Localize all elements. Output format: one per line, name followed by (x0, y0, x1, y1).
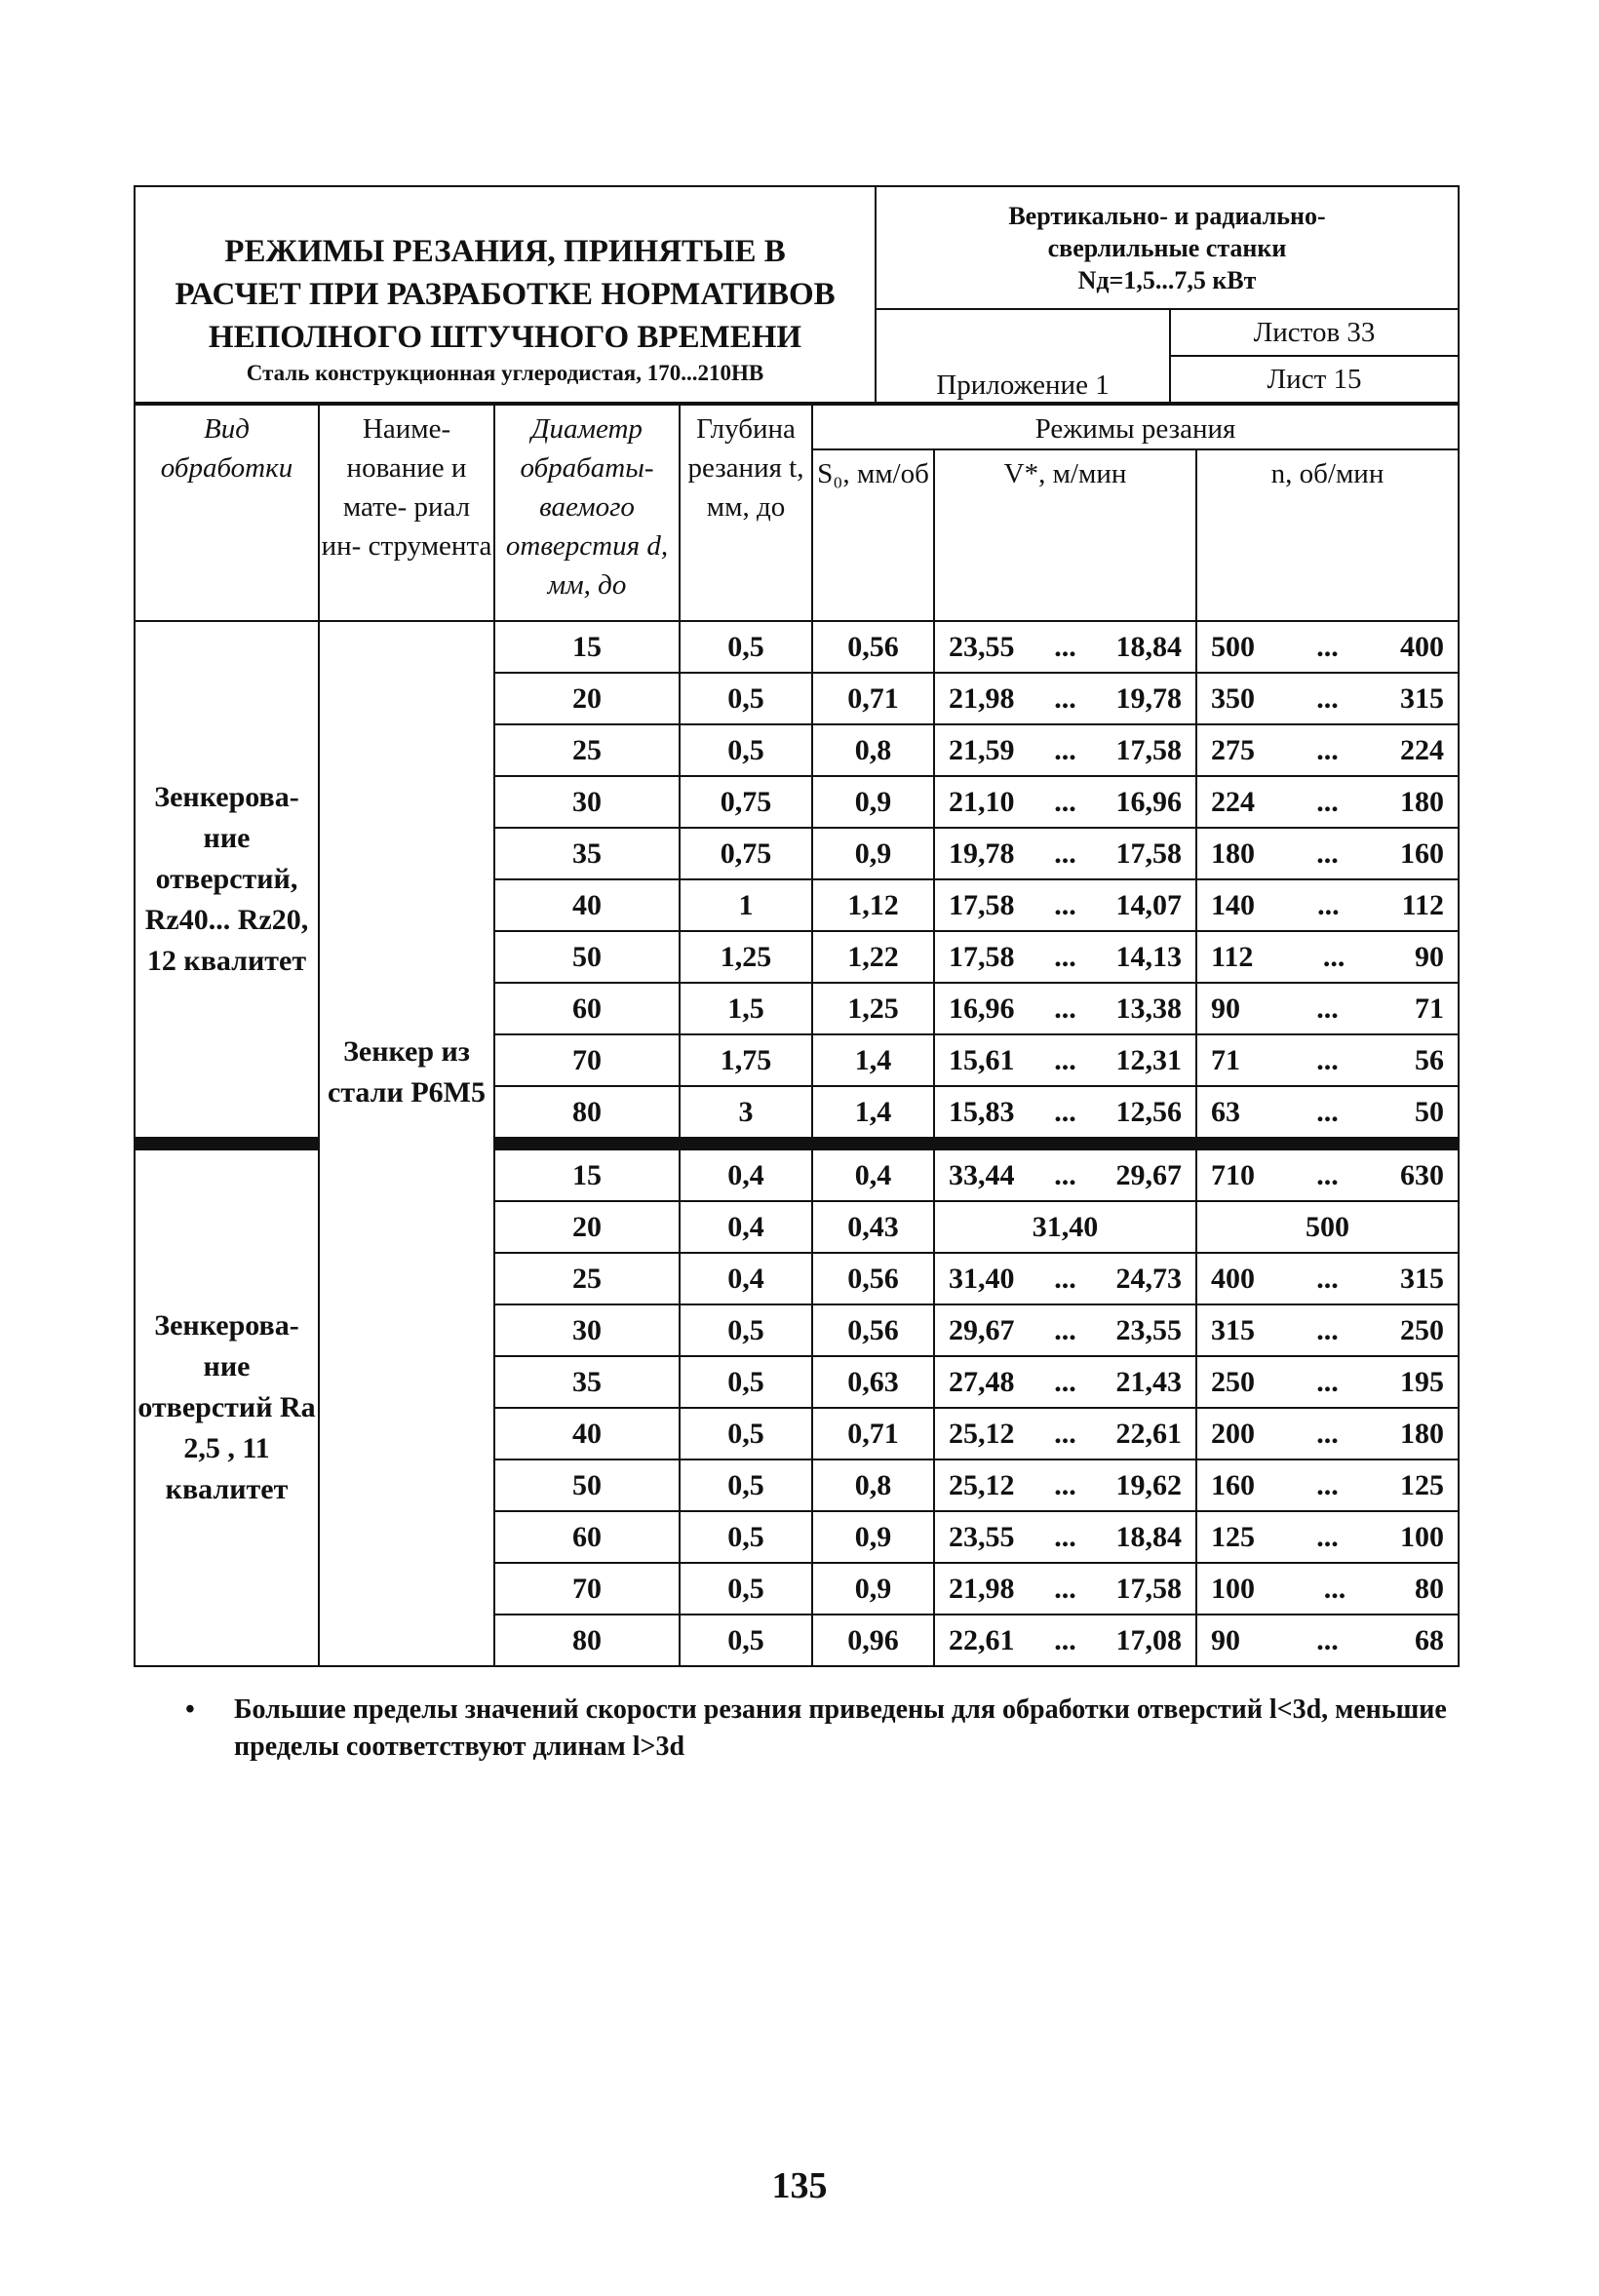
diameter-cell: 20 (494, 673, 680, 724)
speed-min: 12,31 (1115, 1043, 1182, 1076)
diameter-cell: 25 (494, 1253, 680, 1304)
document-title (136, 201, 875, 359)
feed-cell: 0,4 (812, 1149, 934, 1201)
range-dots: ... (1054, 940, 1076, 973)
separator-cell (494, 1138, 1459, 1149)
speed-cell (934, 931, 1196, 983)
range-dots: ... (1316, 1313, 1339, 1346)
feed-cell: 0,56 (812, 1304, 934, 1356)
rpm-min: 195 (1400, 1365, 1444, 1398)
speed-min: 22,61 (1115, 1417, 1182, 1450)
speed-max: 25,12 (949, 1417, 1015, 1450)
appendix-cell (876, 309, 1170, 403)
rpm-min: 224 (1400, 733, 1444, 766)
machines-line-1: Вертикально- и радиально- (1008, 201, 1326, 230)
range-dots: ... (1316, 837, 1339, 870)
depth-cell: 0,5 (680, 1511, 812, 1563)
depth-cell: 1 (680, 879, 812, 931)
rpm-max: 71 (1211, 1043, 1240, 1076)
rpm-cell (1196, 1615, 1459, 1666)
feed-cell: 0,9 (812, 776, 934, 828)
range-dots: ... (1316, 681, 1339, 715)
rpm-cell (1196, 828, 1459, 879)
range-dots: ... (1054, 1095, 1076, 1128)
range-dots: ... (1316, 1262, 1339, 1295)
sheet-number: Лист 15 (1170, 356, 1459, 403)
material-subtitle: Сталь конструкционная углеродистая, 170...210НВ (246, 361, 764, 385)
range-dots: ... (1054, 1520, 1076, 1553)
feed-cell: 0,9 (812, 828, 934, 879)
speed-cell (934, 1149, 1196, 1201)
diameter-cell: 80 (494, 1086, 680, 1138)
range-dots: ... (1054, 888, 1076, 921)
depth-cell: 0,5 (680, 1459, 812, 1511)
speed-cell (934, 983, 1196, 1034)
rpm-max: 140 (1211, 888, 1255, 921)
speed-cell (934, 1459, 1196, 1511)
title-line-1: РЕЖИМЫ РЕЗАНИЯ, ПРИНЯТЫЕ В (224, 234, 786, 269)
rpm-cell (1196, 1408, 1459, 1459)
speed-max: 21,98 (949, 1572, 1015, 1605)
col-diameter: Диаметр обрабаты- ваемого отверстия d, мм, до (494, 405, 680, 621)
speed-cell (934, 1253, 1196, 1304)
speed-cell (934, 879, 1196, 931)
speed-cell (934, 1563, 1196, 1615)
rpm-min: 80 (1415, 1572, 1444, 1605)
range-dots: ... (1054, 1468, 1076, 1501)
rpm-min: 180 (1400, 1417, 1444, 1450)
machines-line-2: сверлильные станки (1047, 233, 1287, 262)
speed-min: 13,38 (1115, 992, 1182, 1025)
col-speed: V*, м/мин (934, 449, 1196, 621)
diameter-cell: 30 (494, 776, 680, 828)
depth-cell: 0,5 (680, 1563, 812, 1615)
range-dots: ... (1054, 785, 1076, 818)
rpm-max: 90 (1211, 992, 1240, 1025)
speed-cell (934, 828, 1196, 879)
speed-min: 29,67 (1115, 1158, 1182, 1191)
rpm-cell (1196, 1086, 1459, 1138)
speed-min: 12,56 (1115, 1095, 1182, 1128)
depth-cell: 0,5 (680, 673, 812, 724)
speed-min: 17,58 (1115, 733, 1182, 766)
footnote-text: Большие пределы значений скорости резания приведены для обработки отверстий l<3d, меньшие пределы соответствуют длинам l>3d (234, 1694, 1447, 1762)
col-modes: Режимы резания (812, 405, 1459, 449)
rpm-cell: 500 (1196, 1201, 1459, 1253)
rpm-max: 400 (1211, 1262, 1255, 1295)
machines-line-3: Nд=1,5...7,5 кВт (1077, 265, 1257, 294)
range-dots: ... (1316, 630, 1339, 663)
range-dots: ... (1054, 681, 1076, 715)
rpm-max: 112 (1211, 940, 1254, 973)
feed-cell: 0,9 (812, 1563, 934, 1615)
rpm-min: 56 (1415, 1043, 1444, 1076)
diameter-cell: 40 (494, 879, 680, 931)
speed-min: 21,43 (1115, 1365, 1182, 1398)
speed-min: 24,73 (1115, 1262, 1182, 1295)
speed-max: 33,44 (949, 1158, 1015, 1191)
depth-cell: 1,75 (680, 1034, 812, 1086)
rpm-min: 315 (1400, 1262, 1444, 1295)
speed-min: 16,96 (1115, 785, 1182, 818)
speed-cell (934, 621, 1196, 673)
rpm-max: 250 (1211, 1365, 1255, 1398)
table-row (135, 621, 1459, 673)
rpm-min: 68 (1415, 1623, 1444, 1656)
rpm-min: 180 (1400, 785, 1444, 818)
diameter-cell: 40 (494, 1408, 680, 1459)
tool-cell: Зенкер из стали Р6М5 (319, 621, 494, 1666)
range-dots: ... (1316, 1623, 1339, 1656)
rpm-cell (1196, 673, 1459, 724)
speed-max: 29,67 (949, 1313, 1015, 1346)
rpm-max: 350 (1211, 681, 1255, 715)
speed-cell (934, 776, 1196, 828)
appendix-label: Приложение 1 (936, 370, 1110, 401)
range-dots: ... (1054, 1158, 1076, 1191)
rpm-cell (1196, 1304, 1459, 1356)
cutting-modes-table (134, 404, 1460, 1667)
depth-cell: 0,5 (680, 1615, 812, 1666)
speed-max: 17,58 (949, 940, 1015, 973)
range-dots: ... (1316, 1095, 1339, 1128)
rpm-max: 125 (1211, 1520, 1255, 1553)
range-dots: ... (1316, 785, 1339, 818)
rpm-min: 250 (1400, 1313, 1444, 1346)
sheets-total: Листов 33 (1170, 309, 1459, 356)
feed-cell: 0,56 (812, 621, 934, 673)
feed-cell: 0,8 (812, 1459, 934, 1511)
speed-max: 27,48 (949, 1365, 1015, 1398)
footnote-bullet: • (185, 1694, 195, 1725)
diameter-cell: 35 (494, 1356, 680, 1408)
rpm-cell (1196, 931, 1459, 983)
diameter-cell: 50 (494, 1459, 680, 1511)
diameter-cell: 25 (494, 724, 680, 776)
speed-min: 23,55 (1115, 1313, 1182, 1346)
speed-cell (934, 673, 1196, 724)
rpm-min: 125 (1400, 1468, 1444, 1501)
rpm-min: 630 (1400, 1158, 1444, 1191)
rpm-min: 400 (1400, 630, 1444, 663)
diameter-cell: 30 (494, 1304, 680, 1356)
kind-cell: Зенкерова- ние отверстий Ra 2,5 , 11 квалитет (135, 1149, 319, 1666)
speed-cell (934, 1408, 1196, 1459)
depth-cell: 0,5 (680, 1304, 812, 1356)
speed-max: 21,10 (949, 785, 1015, 818)
depth-cell: 1,25 (680, 931, 812, 983)
rpm-max: 63 (1211, 1095, 1240, 1128)
diameter-cell: 20 (494, 1201, 680, 1253)
speed-min: 17,58 (1115, 837, 1182, 870)
diameter-cell: 15 (494, 621, 680, 673)
rpm-cell (1196, 1356, 1459, 1408)
col-rpm: n, об/мин (1196, 449, 1459, 621)
table-body (135, 621, 1459, 1666)
speed-max: 21,98 (949, 681, 1015, 715)
range-dots: ... (1316, 1520, 1339, 1553)
diameter-cell: 80 (494, 1615, 680, 1666)
rpm-min: 160 (1400, 837, 1444, 870)
range-dots: ... (1316, 1043, 1339, 1076)
diameter-cell: 60 (494, 1511, 680, 1563)
range-dots: ... (1316, 1417, 1339, 1450)
rpm-cell (1196, 983, 1459, 1034)
speed-cell (934, 1356, 1196, 1408)
page-number: 135 (771, 2165, 828, 2206)
rpm-min: 112 (1401, 888, 1444, 921)
speed-cell (934, 1086, 1196, 1138)
depth-cell: 0,5 (680, 1356, 812, 1408)
rpm-max: 224 (1211, 785, 1255, 818)
speed-max: 21,59 (949, 733, 1015, 766)
range-dots: ... (1054, 1262, 1076, 1295)
depth-cell: 0,5 (680, 621, 812, 673)
col-depth: Глубина резания t, мм, до (680, 405, 812, 621)
rpm-min: 90 (1415, 940, 1444, 973)
range-dots: ... (1316, 1365, 1339, 1398)
range-dots: ... (1054, 992, 1076, 1025)
rpm-max: 160 (1211, 1468, 1255, 1501)
kind-cell: Зенкерова- ние отверстий, Rz40... Rz20, 12 квалитет (135, 621, 319, 1138)
rpm-min: 100 (1400, 1520, 1444, 1553)
range-dots: ... (1316, 992, 1339, 1025)
rpm-cell (1196, 1034, 1459, 1086)
rpm-max: 710 (1211, 1158, 1255, 1191)
range-dots: ... (1054, 630, 1076, 663)
rpm-cell (1196, 1149, 1459, 1201)
rpm-cell (1196, 621, 1459, 673)
range-dots: ... (1054, 837, 1076, 870)
feed-cell: 0,43 (812, 1201, 934, 1253)
feed-cell: 1,12 (812, 879, 934, 931)
feed-cell: 1,4 (812, 1034, 934, 1086)
title-cell (135, 186, 876, 403)
range-dots: ... (1054, 1623, 1076, 1656)
speed-min: 18,84 (1115, 1520, 1182, 1553)
col-tool: Наиме- нование и мате- риал ин- струмента (319, 405, 494, 621)
speed-min: 14,07 (1115, 888, 1182, 921)
range-dots: ... (1054, 1417, 1076, 1450)
diameter-cell: 35 (494, 828, 680, 879)
range-dots: ... (1322, 940, 1346, 973)
range-dots: ... (1054, 733, 1076, 766)
depth-cell: 0,4 (680, 1253, 812, 1304)
range-dots: ... (1054, 1572, 1076, 1605)
rpm-max: 500 (1211, 630, 1255, 663)
depth-cell: 0,5 (680, 1408, 812, 1459)
rpm-max: 90 (1211, 1623, 1240, 1656)
depth-cell: 3 (680, 1086, 812, 1138)
feed-cell: 0,71 (812, 1408, 934, 1459)
range-dots: ... (1054, 1313, 1076, 1346)
depth-cell: 0,75 (680, 828, 812, 879)
rpm-max: 100 (1211, 1572, 1255, 1605)
range-dots: ... (1316, 1468, 1339, 1501)
title-block (134, 185, 1460, 404)
feed-cell: 1,22 (812, 931, 934, 983)
speed-cell (934, 1615, 1196, 1666)
diameter-cell: 70 (494, 1563, 680, 1615)
separator-cell (135, 1138, 319, 1149)
rpm-max: 200 (1211, 1417, 1255, 1450)
diameter-cell: 60 (494, 983, 680, 1034)
title-line-2: РАСЧЕТ ПРИ РАЗРАБОТКЕ НОРМАТИВОВ (175, 277, 836, 312)
feed-cell: 0,8 (812, 724, 934, 776)
speed-max: 23,55 (949, 630, 1015, 663)
feed-cell: 1,4 (812, 1086, 934, 1138)
range-dots: ... (1323, 1572, 1346, 1605)
rpm-max: 315 (1211, 1313, 1255, 1346)
rpm-min: 50 (1415, 1095, 1444, 1128)
depth-cell: 0,4 (680, 1149, 812, 1201)
col-kind: Вид обработки (135, 405, 319, 621)
rpm-cell (1196, 724, 1459, 776)
rpm-max: 180 (1211, 837, 1255, 870)
document-sheet (134, 185, 1458, 1667)
diameter-cell: 70 (494, 1034, 680, 1086)
speed-cell (934, 1304, 1196, 1356)
speed-max: 22,61 (949, 1623, 1015, 1656)
rpm-cell (1196, 1459, 1459, 1511)
speed-min: 17,58 (1115, 1572, 1182, 1605)
rpm-max: 275 (1211, 733, 1255, 766)
speed-min: 19,62 (1115, 1468, 1182, 1501)
range-dots: ... (1316, 1158, 1339, 1191)
col-feed: S₀, мм/об (812, 449, 934, 621)
diameter-cell: 50 (494, 931, 680, 983)
feed-cell: 0,71 (812, 673, 934, 724)
range-dots: ... (1316, 733, 1339, 766)
diameter-cell: 15 (494, 1149, 680, 1201)
feed-cell: 0,9 (812, 1511, 934, 1563)
speed-cell (934, 1511, 1196, 1563)
rpm-cell (1196, 1511, 1459, 1563)
feed-cell: 0,63 (812, 1356, 934, 1408)
range-dots: ... (1317, 888, 1340, 921)
depth-cell: 0,75 (680, 776, 812, 828)
feed-cell: 1,25 (812, 983, 934, 1034)
range-dots: ... (1054, 1365, 1076, 1398)
speed-max: 23,55 (949, 1520, 1015, 1553)
speed-max: 15,83 (949, 1095, 1015, 1128)
speed-cell: 31,40 (934, 1201, 1196, 1253)
depth-cell: 0,4 (680, 1201, 812, 1253)
speed-min: 17,08 (1115, 1623, 1182, 1656)
speed-cell (934, 724, 1196, 776)
speed-cell (934, 1034, 1196, 1086)
title-line-3: НЕПОЛНОГО ШТУЧНОГО ВРЕМЕНИ (208, 320, 802, 355)
depth-cell: 0,5 (680, 724, 812, 776)
speed-max: 19,78 (949, 837, 1015, 870)
speed-max: 16,96 (949, 992, 1015, 1025)
rpm-cell (1196, 879, 1459, 931)
feed-cell: 0,56 (812, 1253, 934, 1304)
feed-cell: 0,96 (812, 1615, 934, 1666)
speed-min: 19,78 (1115, 681, 1182, 715)
speed-min: 18,84 (1115, 630, 1182, 663)
speed-min: 14,13 (1115, 940, 1182, 973)
machines-cell (876, 186, 1459, 309)
speed-max: 31,40 (949, 1262, 1015, 1295)
speed-max: 17,58 (949, 888, 1015, 921)
depth-cell: 1,5 (680, 983, 812, 1034)
rpm-min: 315 (1400, 681, 1444, 715)
rpm-min: 71 (1415, 992, 1444, 1025)
speed-max: 15,61 (949, 1043, 1015, 1076)
rpm-cell (1196, 1563, 1459, 1615)
rpm-cell (1196, 1253, 1459, 1304)
rpm-cell (1196, 776, 1459, 828)
speed-max: 25,12 (949, 1468, 1015, 1501)
range-dots: ... (1054, 1043, 1076, 1076)
